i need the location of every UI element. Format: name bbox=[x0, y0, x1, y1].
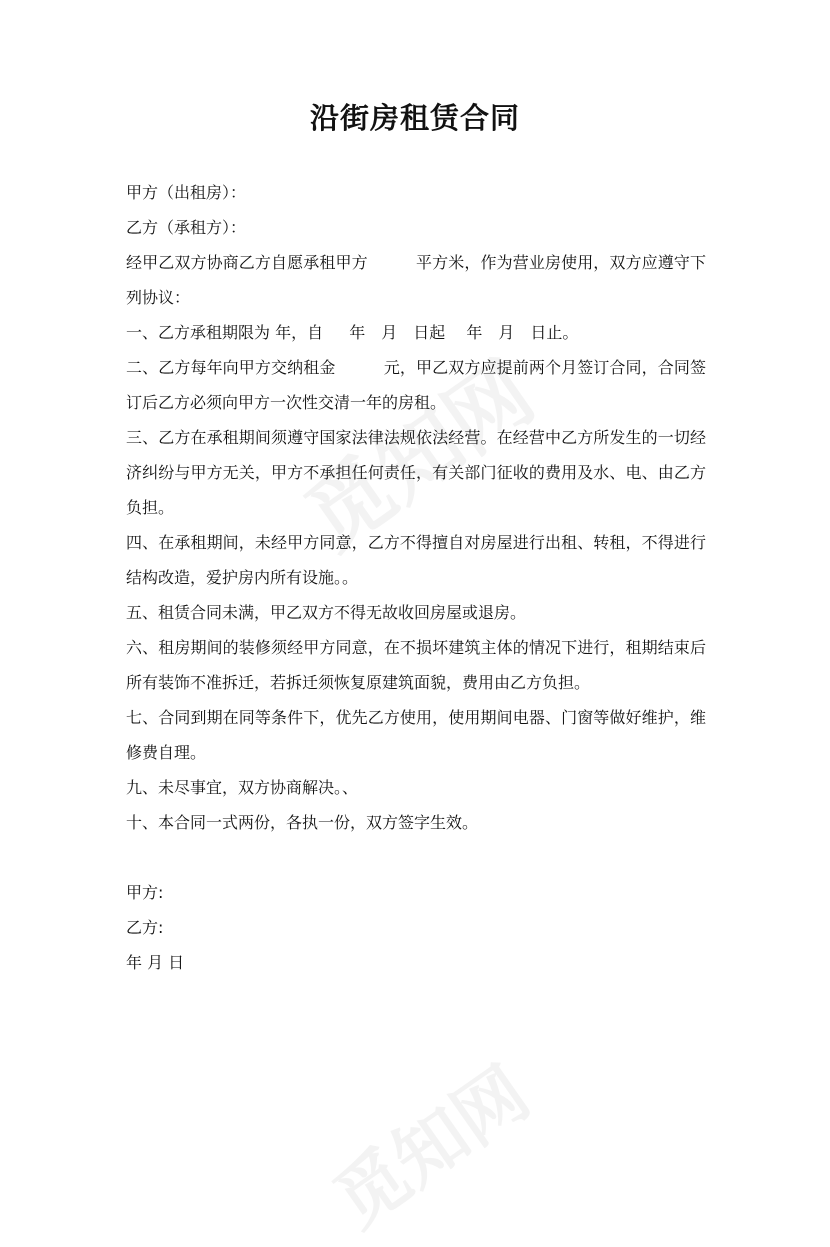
signature-party-b: 乙方: bbox=[126, 918, 164, 937]
clause-5: 五、租赁合同未满，甲乙双方不得无故收回房屋或退房。 bbox=[126, 603, 527, 622]
clause-6: 六、租房期间的装修须经甲方同意，在不损坏建筑主体的情况下进行，租期结束后所有装饰不准拆迁，若拆迁须恢复原建筑面貌，费用由乙方负担。 bbox=[126, 638, 706, 692]
page-title: 沿街房租赁合同 bbox=[309, 101, 520, 135]
clause-2: 二、乙方每年向甲方交纳租金 元，甲乙双方应提前两个月签订合同，合同签订后乙方必须向甲方一次性交清一年的房租。 bbox=[126, 358, 706, 412]
clause-9: 九、未尽事宜，双方协商解决。、 bbox=[126, 778, 359, 797]
intro-paragraph: 经甲乙双方协商乙方自愿承租甲方 平方米，作为营业房使用，双方应遵守下列协议： bbox=[126, 253, 706, 307]
clause-7: 七、合同到期在同等条件下，优先乙方使用，使用期间电器、门窗等做好维护，维修费自理。 bbox=[126, 708, 706, 762]
clause-4: 四、在承租期间，未经甲方同意，乙方不得擅自对房屋进行出租、转租，不得进行结构改造，爱护房内所有设施。。 bbox=[126, 533, 706, 587]
contract-body bbox=[126, 175, 706, 980]
signature-party-a: 甲方: bbox=[126, 883, 164, 902]
signature-date: 年 月 日 bbox=[126, 953, 185, 972]
clause-3: 三、乙方在承租期间须遵守国家法律法规依法经营。在经营中乙方所发生的一切经济纠纷与甲方无关，甲方不承担任何责任，有关部门征收的费用及水、电、由乙方负担。 bbox=[126, 428, 706, 517]
clause-1: 一、乙方承租期限为 年，自 年 月 日起 年 月 日止。 bbox=[126, 323, 579, 342]
party-a-line: 甲方（出租房）： bbox=[126, 183, 247, 202]
watermark bbox=[310, 1037, 547, 1246]
clause-10: 十、本合同一式两份，各执一份，双方签字生效。 bbox=[126, 813, 479, 832]
party-b-line: 乙方（承租方）： bbox=[126, 218, 247, 237]
